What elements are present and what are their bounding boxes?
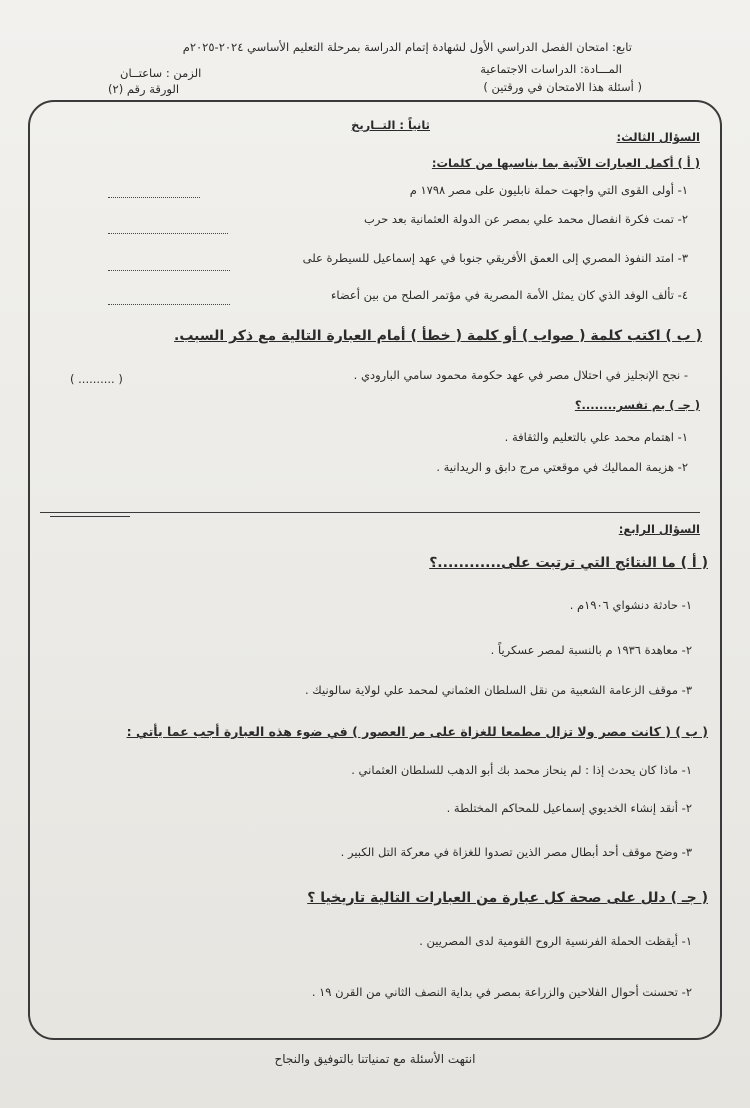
exam-time: الزمن : ساعتــان <box>120 66 202 80</box>
q4-title: السؤال الرابع: <box>618 522 700 536</box>
q3-b-answer[interactable]: ( .......... ) <box>70 372 123 386</box>
q4-a-item-2: ٢- معاهدة ١٩٣٦ م بالنسبة لمصر عسكرياً . <box>490 643 692 657</box>
q3-a-item-2: ٢- تمت فكرة انفصال محمد علي بمصر عن الدولة العثمانية بعد حرب <box>364 212 688 226</box>
q3-a-item-3: ٣- امتد النفوذ المصري إلى العمق الأفريقي جنوبا في عهد إسماعيل للسيطرة على <box>302 251 688 265</box>
exam-subject: المـــادة: الدراسات الاجتماعية <box>480 62 622 76</box>
q4-c-item-2: ٢- تحسنت أحوال الفلاحين والزراعة بمصر في بداية النصف الثاني من القرن ١٩ . <box>311 985 692 999</box>
q4-a-item-1: ١- حادثة دنشواي ١٩٠٦م . <box>569 598 692 612</box>
q3-a-blank-4[interactable] <box>108 304 230 305</box>
q4-b-heading: ( ب ) ( كانت مصر ولا تزال مطمعا للغزاة على مر العصور ) في ضوء هذه العبارة أجب عما يأتي : <box>126 724 708 739</box>
q3-c-item-2: ٢- هزيمة المماليك في موقعتي مرج دابق و الريدانية . <box>436 460 688 474</box>
q4-c-item-1: ١- أيقظت الحملة الفرنسية الروح القومية لدى المصريين . <box>419 934 692 948</box>
q4-b-item-1: ١- ماذا كان يحدث إذا : لم ينحاز محمد بك أبو الدهب للسلطان العثماني . <box>351 763 692 777</box>
q3-a-item-4: ٤- تألف الوفد الذي كان يمثل الأمة المصرية في مؤتمر الصلح من بين أعضاء <box>330 288 688 302</box>
q3-a-item-1: ١- أولى القوى التي واجهت حملة نابليون على مصر ١٧٩٨ م <box>409 183 688 197</box>
section-divider <box>40 512 700 513</box>
q4-b-item-2: ٢- أنقد إنشاء الخديوي إسماعيل للمحاكم المختلطة . <box>446 801 692 815</box>
exam-header-line1: تابع: امتحان الفصل الدراسي الأول لشهادة إتمام الدراسة بمرحلة التعليم الأساسي ٢٠٢٤-٢٠٢٥م <box>182 40 632 54</box>
q3-title: السؤال الثالث: <box>616 130 700 144</box>
q4-b-item-3: ٣- وضح موقف أحد أبطال مصر الذين تصدوا للغزاة في معركة التل الكبير . <box>340 845 692 859</box>
exam-footer: انتهت الأسئلة مع تمنياتنا بالتوفيق والنجاح <box>274 1052 476 1066</box>
q4-c-heading: ( جـ ) دلل على صحة كل عبارة من العبارات التالية تاريخيا ؟ <box>307 890 708 906</box>
sheet-number: الورقة رقم (٢) <box>108 82 180 96</box>
q3-a-blank-3[interactable] <box>108 270 230 271</box>
q3-a-heading: ( أ ) أكمل العبارات الآتية بما يناسبها من كلمات: <box>431 156 700 170</box>
q4-a-heading: ( أ ) ما النتائج التي ترتبت على............؟ <box>429 555 708 571</box>
section-divider-mark <box>50 516 130 517</box>
q3-b-heading: ( ب ) اكتب كلمة ( صواب ) أو كلمة ( خطأ ) أمام العبارة التالية مع ذكر السبب. <box>174 328 702 344</box>
q3-c-item-1: ١- اهتمام محمد علي بالتعليم والثقافة . <box>504 430 688 444</box>
q3-a-blank-2[interactable] <box>108 233 228 234</box>
q3-b-item: - نجح الإنجليز في احتلال مصر في عهد حكومة محمود سامي البارودي . <box>353 368 688 382</box>
exam-pages-note: ( أسئلة هذا الامتحان في ورقتين ) <box>483 80 642 94</box>
section-title: ثانياً : التــاريخ <box>351 118 430 132</box>
q4-a-item-3: ٣- موقف الزعامة الشعبية من نقل السلطان العثماني لمحمد علي لولاية سالونيك . <box>305 683 692 697</box>
q3-c-heading: ( جـ ) بم تفسر........؟ <box>574 398 700 412</box>
q3-a-blank-1[interactable] <box>108 197 200 198</box>
